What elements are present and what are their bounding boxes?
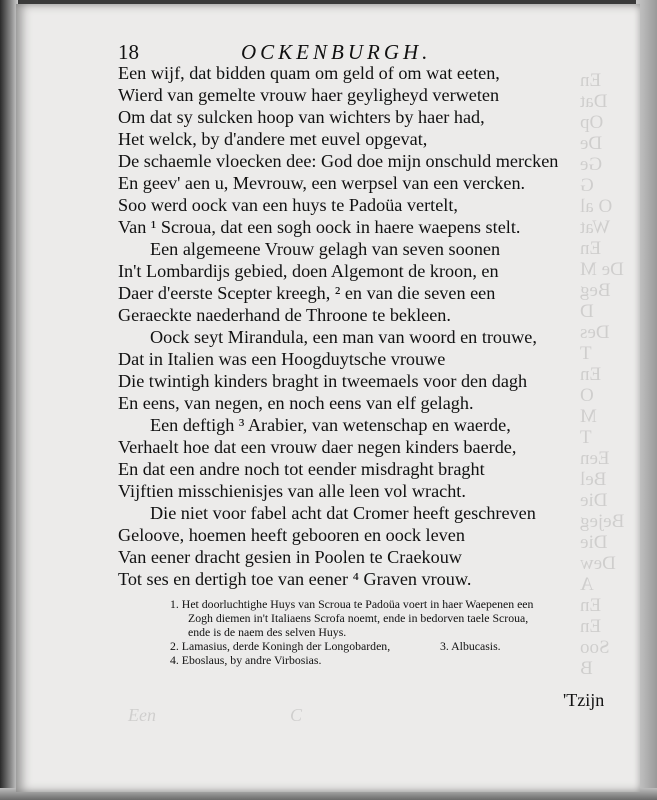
verse-line: Soo werd oock van een huys te Padoüa vertelt, xyxy=(118,195,458,215)
bleed-line: Dew xyxy=(580,553,616,574)
bleed-line: Ge xyxy=(580,154,603,175)
ghost-text-mid: C xyxy=(290,705,303,725)
page-number: 18 xyxy=(118,40,139,64)
bleed-line: Bejeg xyxy=(580,511,625,532)
bleed-line: En xyxy=(580,616,602,637)
bleed-line: T xyxy=(580,343,592,364)
verse-line: Daer d'eerste Scepter kreegh, ² en van die seven een xyxy=(118,283,496,303)
bleed-line: T xyxy=(580,427,592,448)
bleed-line: De M xyxy=(580,259,624,280)
verse-line: En eens, van negen, en noch eens van elf gelagh. xyxy=(118,393,474,413)
verse-line: Om dat sy sulcken hoop van wichters by haer had, xyxy=(118,107,485,127)
verse-block xyxy=(118,62,588,590)
verse-line: En dat een andre noch tot eender misdraght braght xyxy=(118,459,485,479)
footnote-2: 2. Lamasius, derde Koningh der Longobarden, xyxy=(170,639,391,653)
bleed-line: Soo xyxy=(580,637,610,658)
page-header xyxy=(118,40,578,64)
bleed-line: Op xyxy=(580,112,604,133)
bleed-line: O xyxy=(580,385,594,406)
verse-line: Wierd van gemelte vrouw haer geyligheyd verweten xyxy=(118,85,500,105)
footnote-1-line-2: Zogh diemen in't Italiaens Scrofa noemt, ende in bedorven taele Scroua, xyxy=(188,611,529,625)
verse-line: Die twintigh kinders braght in tweemaels voor den dagh xyxy=(118,371,528,391)
verse-line: Die niet voor fabel acht dat Cromer heeft geschreven xyxy=(150,503,536,523)
verse-line: Verhaelt hoe dat een vrouw daer negen kinders baerde, xyxy=(118,437,517,457)
footnote-1-line-1: 1. Het doorluchtighe Huys van Scroua te Padoüa voert in haer Waepenen een xyxy=(170,597,534,611)
footnote-1 xyxy=(170,597,590,639)
verse-line: Een algemeene Vrouw gelagh van seven soonen xyxy=(150,239,501,259)
verse-line: Tot ses en dertigh toe van eener ⁴ Graven vrouw. xyxy=(118,569,472,589)
verse-line: De schaemle vloecken dee: God doe mijn onschuld mercken xyxy=(118,151,559,171)
verse-line: Een deftigh ³ Arabier, van wetenschap en waerde, xyxy=(150,415,511,435)
bleed-line: M xyxy=(580,406,597,427)
bleed-line: Dat xyxy=(580,91,608,112)
bleed-line: Die xyxy=(580,532,608,553)
bleed-line: D xyxy=(580,301,594,322)
bleed-line: A xyxy=(580,574,594,595)
bleed-line: Een xyxy=(580,448,610,469)
footnote-row-2-3 xyxy=(170,639,590,653)
footnote-4: 4. Eboslaus, by andre Virbosias. xyxy=(170,653,322,667)
bleed-line: Beg xyxy=(580,280,611,301)
verse-line: In't Lombardijs gebied, doen Algemont de kroon, en xyxy=(118,261,499,281)
bleed-line: Die xyxy=(580,490,608,511)
verse-line: Geloove, hoemen heeft gebooren en oock leven xyxy=(118,525,465,545)
bleed-line: B xyxy=(580,658,593,679)
catchword: 'Tzijn xyxy=(563,690,605,710)
bleed-line: Wat xyxy=(580,217,611,238)
bleed-line: En xyxy=(580,364,602,385)
bleed-line: O al xyxy=(580,196,613,217)
bleed-line: Des xyxy=(580,322,610,343)
verse-line: Van eener dracht gesien in Poolen te Craekouw xyxy=(118,547,462,567)
verse-line: Het welck, by d'andere met euvel opgevat, xyxy=(118,129,428,149)
verse-line: Oock seyt Mirandula, een man van woord en trouwe, xyxy=(150,327,537,347)
verse-line: En geev' aen u, Mevrouw, een werpsel van een vercken. xyxy=(118,173,526,193)
verse-line: Van ¹ Scroua, dat een sogh oock in haere waepens stelt. xyxy=(118,217,521,237)
verse-line: Vijftien misschienisjes van alle leen vol wracht. xyxy=(118,481,466,501)
bleed-line: Bel xyxy=(580,469,607,490)
bleed-line: En xyxy=(580,595,602,616)
running-head: OCKENBURGH. xyxy=(241,40,432,64)
footnote-3: 3. Albucasis. xyxy=(440,639,501,653)
bleed-line: En xyxy=(580,70,602,91)
ghost-text-left: Een xyxy=(128,705,156,725)
verse-line: Een wijf, dat bidden quam om geld of om wat eeten, xyxy=(118,63,500,83)
footnotes xyxy=(170,597,590,667)
bleed-line: De xyxy=(580,133,603,154)
footnote-1-line-3: ende is de naem des selven Huys. xyxy=(188,625,347,639)
verse-line: Dat in Italien was een Hoogduytsche vrouwe xyxy=(118,349,446,369)
verse-line: Geraeckte naederhand de Throone te bekleen. xyxy=(118,305,451,325)
bleed-line: G xyxy=(580,175,594,196)
bleed-line: En xyxy=(580,238,602,259)
